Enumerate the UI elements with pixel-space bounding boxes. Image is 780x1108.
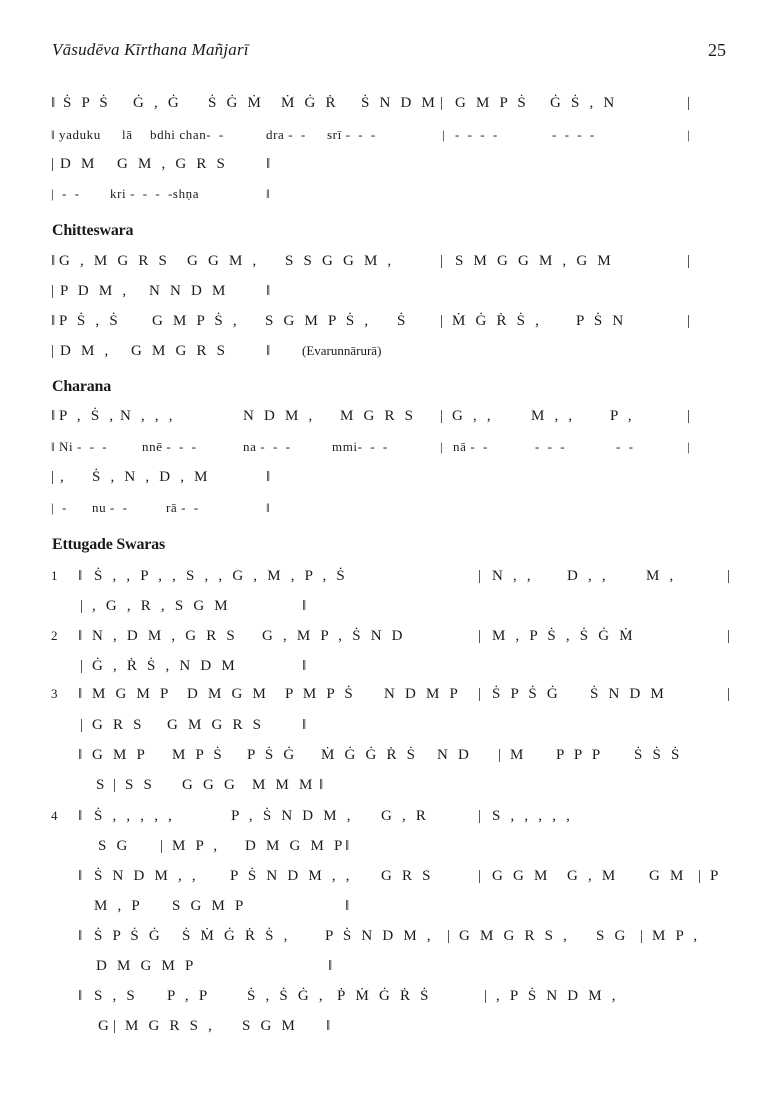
notation-phrase: S S [125, 777, 156, 793]
notation-phrase: G M G R S [131, 343, 229, 359]
double-bar-line: ‖ [78, 808, 83, 824]
notation-phrase: P D M , [60, 283, 130, 299]
lyric-syllables: - [62, 500, 67, 515]
notation-phrase: P , Ṡ , [59, 408, 117, 424]
lyric-syllables: lā [122, 127, 133, 142]
notation-phrase: Ġ , Ġ [133, 95, 182, 111]
notation-phrase: N D M , [243, 408, 316, 424]
notation-phrase: S [96, 777, 108, 793]
notation-phrase: Ṡ , Ṡ Ġ , [247, 988, 326, 1004]
lyric-syllables: na - - - [243, 439, 291, 454]
bar-line: | [80, 717, 84, 733]
notation-phrase: S G [596, 928, 629, 944]
notation-phrase: P Ṡ N [576, 313, 627, 329]
swara-line [0, 280, 780, 304]
lyric-line [0, 183, 780, 207]
bar-line: | [687, 408, 691, 424]
bar-line: | [687, 127, 691, 142]
notation-phrase: Ġ Ṡ , N [550, 95, 618, 111]
swara-number: 1 [51, 568, 58, 583]
notation-phrase: P [710, 868, 722, 884]
lyric-syllables: Ni - - - [59, 439, 108, 454]
swara-line [0, 985, 780, 1009]
notation-phrase: Ṡ , , , , , [94, 808, 176, 824]
notation-phrase: M , [646, 568, 677, 584]
notation-phrase: Ṡ Ṡ Ṡ [634, 747, 683, 763]
lyric-line [0, 436, 780, 460]
double-bar-line: ‖ [326, 1018, 331, 1034]
notation-phrase: G G M , [187, 253, 260, 269]
swara-line [0, 683, 780, 707]
lyric-syllables: - - [62, 186, 80, 201]
lyric-syllables: - - - - [552, 127, 595, 142]
bar-line: | [687, 95, 691, 111]
notation-phrase: S G [98, 838, 131, 854]
swara-line [0, 625, 780, 649]
lyric-syllables: rā - - [166, 500, 199, 515]
bar-line: | [727, 628, 731, 644]
notation-phrase: Ṡ P Ṡ Ġ [94, 928, 163, 944]
swara-line [0, 565, 780, 589]
bar-line: | [80, 598, 84, 614]
notation-phrase: , G , R , S G M [92, 598, 231, 614]
double-bar-line: ‖ [78, 868, 83, 884]
bar-line: | [447, 928, 451, 944]
lyric-line [0, 497, 780, 521]
swara-line [0, 955, 780, 979]
notation-phrase: G M [649, 868, 687, 884]
notation-phrase: Ṡ N D M , , [94, 868, 199, 884]
notation-phrase: S S G G M , [285, 253, 395, 269]
notation-phrase: M , P Ṡ , Ṡ Ġ Ṁ [492, 628, 636, 644]
double-bar-line: ‖ [266, 500, 271, 515]
notation-phrase: D M G M [187, 686, 269, 702]
notation-phrase: G M P [92, 747, 149, 763]
notation-phrase: M P , [172, 838, 221, 854]
notation-phrase: P , P [167, 988, 211, 1004]
lyric-syllables: kri - - - -shṇa [110, 186, 200, 201]
bar-line: | [51, 343, 55, 359]
notation-phrase: N , D M , G R S [92, 628, 238, 644]
swara-number: 4 [51, 808, 58, 823]
bar-line: | [478, 868, 482, 884]
double-bar-line: ‖ [78, 568, 83, 584]
bar-line: | [51, 469, 55, 485]
bar-line: | [51, 186, 55, 201]
bar-line: | [113, 777, 117, 793]
notation-phrase: G M G R S [167, 717, 265, 733]
notation-phrase: S , S [94, 988, 138, 1004]
notation-phrase: M , , [531, 408, 576, 424]
notation-phrase: G , R [381, 808, 430, 824]
lyric-syllables: nnē - - - [142, 439, 197, 454]
bar-line: | [51, 500, 55, 515]
bar-line: | [113, 1018, 117, 1034]
notation-phrase: M G M P [92, 686, 172, 702]
notation-phrase: G M G R S , [459, 928, 571, 944]
notation-phrase: G , M [567, 868, 619, 884]
lyric-syllables: srī - - - [327, 127, 376, 142]
bar-line: | [80, 658, 84, 674]
notation-phrase: D M [60, 156, 98, 172]
notation-phrase: G , M P , Ṡ N D [262, 628, 406, 644]
notation-phrase: N D M P [384, 686, 461, 702]
notation-phrase: D , , [567, 568, 609, 584]
notation-phrase: Ṡ Ġ Ṁ [208, 95, 265, 111]
bar-line: | [478, 808, 482, 824]
lyric-syllables: dra - - [266, 127, 306, 142]
swara-line [0, 805, 780, 829]
swara-line [0, 1015, 780, 1039]
notation-phrase: D M G M P [245, 838, 346, 854]
bar-line: | [687, 253, 691, 269]
notation-phrase: G M P Ṡ [455, 95, 529, 111]
lyric-syllables: - - [616, 439, 634, 454]
bar-line: | [51, 283, 55, 299]
bar-line: | [484, 988, 488, 1004]
notation-phrase: , P Ṡ N D M , [496, 988, 619, 1004]
notation-phrase: Ṁ Ġ Ṙ Ṡ , [452, 313, 543, 329]
section-heading-ettugade-swaras: Ettugade Swaras [52, 536, 166, 553]
notation-phrase: G [98, 1018, 113, 1034]
swara-line [0, 595, 780, 619]
notation-phrase: P , [610, 408, 635, 424]
swara-line [0, 92, 780, 116]
notation-phrase: Ṁ Ġ Ġ Ṙ Ṡ [321, 747, 419, 763]
notation-phrase: D M , [60, 343, 112, 359]
swara-line [0, 250, 780, 274]
annotation-text: (Evarunnārurā) [302, 343, 382, 358]
double-bar-line: ‖ [266, 283, 271, 299]
notation-phrase: G M , G R S [117, 156, 229, 172]
notation-phrase: Ṡ P Ṡ Ġ [492, 686, 561, 702]
bar-line: | [640, 928, 644, 944]
section-heading-charana: Charana [52, 378, 112, 395]
notation-phrase: M M M [252, 777, 316, 793]
double-bar-line: ‖ [51, 127, 56, 142]
bar-line: | [440, 253, 444, 269]
bar-line: | [478, 568, 482, 584]
notation-phrase: S , , , , , [492, 808, 574, 824]
notation-phrase: D M G M P [96, 958, 197, 974]
double-bar-line: ‖ [78, 747, 83, 763]
notation-phrase: S G M P Ṡ , [265, 313, 372, 329]
double-bar-line: ‖ [51, 408, 56, 424]
swara-line [0, 340, 780, 364]
bar-line: | [160, 838, 164, 854]
notation-phrase: G G G [182, 777, 238, 793]
notation-phrase: M G R S , [125, 1018, 216, 1034]
notation-phrase: S M G G M , G M [455, 253, 614, 269]
swara-line [0, 466, 780, 490]
swara-line [0, 714, 780, 738]
lyric-line [0, 124, 780, 148]
double-bar-line: ‖ [51, 253, 56, 269]
notation-phrase: G G M [492, 868, 551, 884]
double-bar-line: ‖ [345, 838, 350, 854]
notation-phrase: Ṡ N D M [361, 95, 438, 111]
notation-phrase: M [510, 747, 527, 763]
double-bar-line: ‖ [302, 658, 307, 674]
notation-phrase: P Ṡ Ġ [247, 747, 298, 763]
notation-phrase: P P P [556, 747, 604, 763]
notation-phrase: M , P [94, 898, 143, 914]
swara-line [0, 895, 780, 919]
bar-line: | [440, 95, 444, 111]
notation-phrase: G R S [381, 868, 434, 884]
notation-phrase: N , , [492, 568, 534, 584]
bar-line: | [478, 686, 482, 702]
bar-line: | [698, 868, 702, 884]
notation-phrase: G , M G R S [59, 253, 171, 269]
bar-line: | [440, 313, 444, 329]
notation-phrase: P Ṡ N D M , , [230, 868, 353, 884]
lyric-syllables: - - - - [455, 127, 498, 142]
swara-number: 2 [51, 628, 58, 643]
double-bar-line: ‖ [266, 156, 271, 172]
swara-line [0, 925, 780, 949]
double-bar-line: ‖ [302, 598, 307, 614]
notation-phrase: Ṁ Ġ Ṙ [281, 95, 339, 111]
lyric-syllables: mmi- - - [332, 439, 388, 454]
notation-phrase: Ṗ Ṁ Ġ Ṙ Ṡ [337, 988, 432, 1004]
notation-phrase: S G M P [172, 898, 247, 914]
section-heading-chitteswara: Chitteswara [52, 222, 134, 239]
double-bar-line: ‖ [51, 439, 56, 454]
bar-line: | [687, 439, 691, 454]
double-bar-line: ‖ [78, 988, 83, 1004]
double-bar-line: ‖ [266, 343, 271, 359]
lyric-syllables: nu - - [92, 500, 128, 515]
notation-phrase: P Ṡ , Ṡ [59, 313, 121, 329]
lyric-syllables: - - - [535, 439, 566, 454]
swara-line [0, 865, 780, 889]
page-number: 25 [708, 40, 726, 60]
notation-phrase: Ṡ N D M [590, 686, 667, 702]
double-bar-line: ‖ [319, 777, 324, 793]
swara-line [0, 774, 780, 798]
swara-line [0, 153, 780, 177]
double-bar-line: ‖ [328, 958, 333, 974]
notation-phrase: M P , [652, 928, 701, 944]
notation-phrase: Ġ , Ṙ Ṡ , N D M [92, 658, 238, 674]
bar-line: | [727, 568, 731, 584]
notation-phrase: N , , , [120, 408, 176, 424]
notation-phrase: S G M [242, 1018, 299, 1034]
double-bar-line: ‖ [78, 928, 83, 944]
notation-phrase: Ṡ , , P , , S , , G , M , P , Ṡ [94, 568, 348, 584]
double-bar-line: ‖ [78, 628, 83, 644]
bar-line: | [440, 439, 444, 454]
double-bar-line: ‖ [345, 898, 350, 914]
notation-phrase: Ṡ Ṁ Ġ Ṙ Ṡ , [182, 928, 291, 944]
double-bar-line: ‖ [51, 95, 56, 111]
notation-phrase: M P Ṡ [172, 747, 225, 763]
double-bar-line: ‖ [51, 313, 56, 329]
bar-line: | [498, 747, 502, 763]
notation-phrase: P M P Ṡ [285, 686, 356, 702]
lyric-syllables: nā - - [453, 439, 488, 454]
swara-line [0, 310, 780, 334]
bar-line: | [727, 686, 731, 702]
notation-phrase: G M P Ṡ , [152, 313, 240, 329]
notation-phrase: M G R S [340, 408, 417, 424]
bar-line: | [440, 408, 444, 424]
swara-line [0, 744, 780, 768]
bar-line: | [51, 156, 55, 172]
swara-line [0, 405, 780, 429]
notation-phrase: , [60, 469, 67, 485]
notation-phrase: N D [437, 747, 473, 763]
notation-phrase: P Ṡ N D M , [325, 928, 434, 944]
swara-line [0, 655, 780, 679]
notation-phrase: Ṡ , N , D , M [92, 469, 211, 485]
lyric-syllables: bdhi chan- - [150, 127, 224, 142]
bar-line: | [687, 313, 691, 329]
notation-phrase: Ṡ P Ṡ [63, 95, 111, 111]
double-bar-line: ‖ [266, 469, 271, 485]
notation-phrase: Ṡ [397, 313, 409, 329]
swara-line [0, 835, 780, 859]
bar-line: | [442, 127, 446, 142]
running-title: Vāsudēva Kīrthana Mañjarī [52, 40, 249, 59]
double-bar-line: ‖ [302, 717, 307, 733]
notation-phrase: N N D M [149, 283, 229, 299]
notation-phrase: G , , [452, 408, 494, 424]
swara-number: 3 [51, 686, 58, 701]
notation-phrase: P , Ṡ N D M , [231, 808, 354, 824]
double-bar-line: ‖ [78, 686, 83, 702]
notation-phrase: G R S [92, 717, 145, 733]
lyric-syllables: yaduku [59, 127, 101, 142]
double-bar-line: ‖ [266, 186, 271, 201]
bar-line: | [478, 628, 482, 644]
